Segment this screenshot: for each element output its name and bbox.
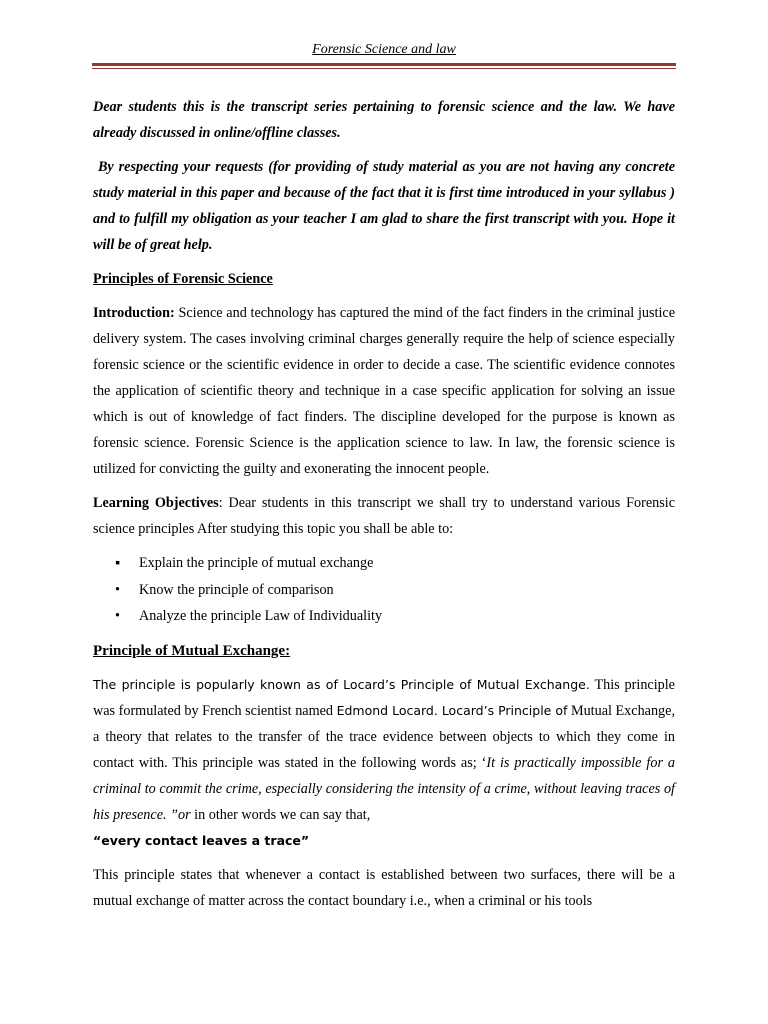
round-bullet-icon: • (115, 608, 120, 624)
learning-objectives-text: : Dear students in this transcript we shall try to understand various Forensic science principles After studying this topic you shall be able to: (93, 495, 675, 537)
header-rule-thin (92, 68, 676, 69)
mutual-exchange-paragraph-1 (93, 672, 675, 854)
heading-principles-of-forensic-science: Principles of Forensic Science (93, 271, 273, 287)
intro-paragraph-2-text: By respecting your requests (for providing of study material as you are not having any concrete study material in this paper and because of the fact that it is first time introduced in your syllabus ) and to fulfill my obligation as your teacher I am glad to share the first transcript with you. Hope it will be of great help. (93, 159, 675, 253)
heading-principle-of-mutual-exchange: Principle of Mutual Exchange: (93, 642, 291, 659)
round-bullet-icon: • (115, 581, 120, 598)
list-item-text: Explain the principle of mutual exchange (139, 555, 374, 571)
mutual-exchange-text-d: in other words we can say that, (190, 806, 371, 823)
list-item (93, 603, 675, 630)
header-rule-thick (92, 63, 676, 66)
learning-objectives-label: Learning Objectives (93, 495, 219, 511)
running-header-title: Forensic Science and law (312, 42, 456, 57)
intro-paragraph-1: Dear students this is the transcript series pertaining to forensic science and the law. We have already discussed in online/offline classes. (93, 99, 675, 141)
list-item-text: Know the principle of comparison (139, 581, 334, 598)
document-body (93, 94, 675, 922)
list-item (93, 550, 675, 577)
mutual-exchange-text-b: This principle was formulated by French scientist named (93, 676, 675, 719)
mutual-exchange-text-c: Mutual Exchange, a theory that relates to the transfer of the trace evidence between objects to which they come in contact with. This principle was stated in the following words as; ‘ (93, 702, 675, 771)
objectives-list (93, 550, 675, 630)
introduction-paragraph (93, 300, 675, 482)
introduction-label: Introduction: (93, 305, 175, 321)
square-bullet-icon: ▪ (115, 555, 121, 571)
intro-paragraph-2 (93, 154, 675, 258)
list-item-text: Analyze the principle Law of Individuality (139, 608, 383, 624)
mutual-exchange-name: Edmond Locard. Locard’s Principle of (336, 702, 568, 718)
learning-objectives-paragraph (93, 490, 675, 542)
locard-quote: It is practically impossible for a criminal to commit the crime, especially considering the intensity of a crime, without leaving traces of his presence. ”or (93, 754, 676, 823)
every-contact-quote: “every contact leaves a trace” (93, 832, 310, 848)
mutual-exchange-paragraph-2: This principle states that whenever a contact is established between two surfaces, there will be a mutual exchange of matter across the contact boundary i.e., when a criminal or his tools (93, 866, 675, 909)
mutual-exchange-intro: The principle is popularly known as of Locard’s Principle of Mutual Exchange. (93, 676, 590, 692)
list-item (93, 577, 675, 604)
introduction-text: Science and technology has captured the mind of the fact finders in the criminal justice delivery system. The cases involving criminal charges generally require the help of science especially forensic science or the scientific evidence in order to decide a case. The scientific evidence connotes the application of scientific theory and technique in a case specific application for solving an issue which is out of knowledge of fact finders. The discipline developed for the purpose is known as forensic science. Forensic Science is the application science to law. In law, the forensic science is utilized for convicting the guilty and exonerating the innocent people. (93, 305, 675, 477)
